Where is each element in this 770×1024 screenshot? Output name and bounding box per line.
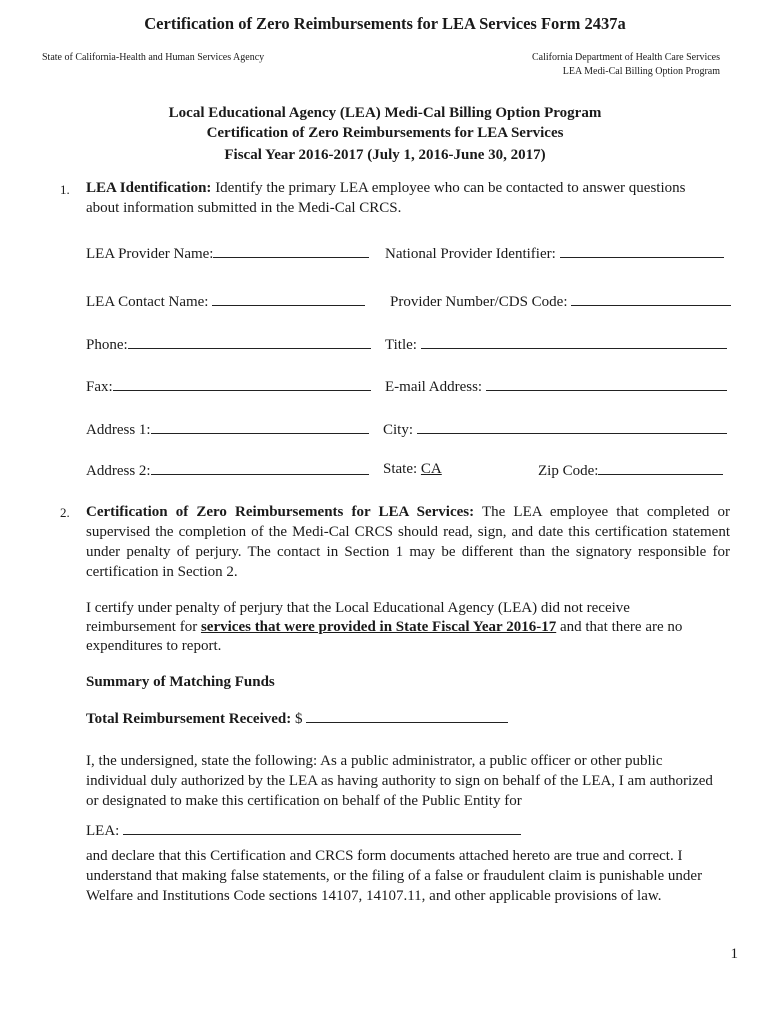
section2-heading: Certification of Zero Reimbursements for LEA Services: <box>86 504 475 520</box>
npi-line[interactable] <box>560 244 724 258</box>
agency-right-1: California Department of Health Care Services <box>532 52 720 63</box>
fax-line[interactable] <box>113 377 371 391</box>
city-field[interactable] <box>383 420 727 439</box>
section2-paragraph-1 <box>86 502 730 582</box>
title-label: Title: <box>385 337 417 353</box>
lea-contact-name-field[interactable] <box>86 292 365 311</box>
doc-title-2: Certification of Zero Reimbursements for LEA Services <box>206 125 564 141</box>
currency-symbol: $ <box>295 711 303 727</box>
lea-contact-name-line[interactable] <box>212 292 365 306</box>
agency-right-2: LEA Medi-Cal Billing Option Program <box>562 66 720 77</box>
doc-title-1: Local Educational Agency (LEA) Medi-Cal Billing Option Program <box>168 105 602 121</box>
lea-provider-name-line[interactable] <box>213 244 369 258</box>
npi-label: National Provider Identifier: <box>385 246 556 262</box>
section1-intro-rest: Identify the primary LEA employee who can be contacted to answer questions <box>215 180 686 196</box>
section2-paragraph-4 <box>86 846 730 906</box>
section2-p4-line1: and declare that this Certification and CRCS form documents attached hereto are true and correct. I <box>86 848 683 864</box>
lea-contact-name-label: LEA Contact Name: <box>86 294 209 310</box>
total-reimbursement-line[interactable] <box>306 709 508 723</box>
title-field[interactable] <box>385 335 727 354</box>
section2-p1-line2: supervised the completion of the Medi-Cal CRCS should read, sign, and date this certification statement <box>86 524 730 540</box>
section2-p1-line3: under penalty of perjury. The contact in Section 1 may be different than the signatory responsible for <box>86 544 730 560</box>
section2-p3-line3: or designated to make this certification on behalf of the Public Entity for <box>86 793 522 809</box>
agency-left: State of California-Health and Human Services Agency <box>42 52 265 63</box>
phone-label: Phone: <box>86 337 128 353</box>
lea-provider-name-label: LEA Provider Name: <box>86 246 214 262</box>
email-field[interactable] <box>385 377 727 396</box>
email-line[interactable] <box>486 377 727 391</box>
zip-label: Zip Code: <box>538 463 599 479</box>
address1-line[interactable] <box>151 420 369 434</box>
fax-field[interactable] <box>86 377 371 396</box>
section1-intro-line2: about information submitted in the Medi-Cal CRCS. <box>86 200 402 216</box>
form-title: Certification of Zero Reimbursements for LEA Services Form 2437a <box>144 14 626 33</box>
email-label: E-mail Address: <box>385 379 483 395</box>
address2-label: Address 2: <box>86 463 151 479</box>
address1-field[interactable] <box>86 420 369 439</box>
section2-p2-line1: I certify under penalty of perjury that the Local Educational Agency (LEA) did not receive <box>86 600 630 616</box>
address1-label: Address 1: <box>86 422 151 438</box>
doc-title-3: Fiscal Year 2016-2017 (July 1, 2016-June 30, 2017) <box>224 147 546 163</box>
section2-p1-line1: The LEA employee that completed or <box>481 504 731 520</box>
section1-heading: LEA Identification: <box>86 180 212 196</box>
fax-label: Fax: <box>86 379 113 395</box>
section2-p1-line4: certification in Section 2. <box>86 564 238 580</box>
section2-p3-line2: individual duly authorized by the LEA as having authority to sign on behalf of the LEA, I am authorized <box>86 773 713 789</box>
lea-label: LEA: <box>86 823 120 839</box>
fiscal-year-emphasis: services that were provided in State Fiscal Year 2016-17 <box>200 619 557 635</box>
phone-line[interactable] <box>128 335 371 349</box>
lea-field[interactable] <box>86 821 521 840</box>
city-line[interactable] <box>417 420 727 434</box>
lea-provider-name-field[interactable] <box>86 244 369 263</box>
lea-line[interactable] <box>123 821 521 835</box>
summary-heading: Summary of Matching Funds <box>86 674 275 690</box>
page-number: 1 <box>730 946 738 962</box>
section1-intro <box>86 180 685 197</box>
section2-paragraph-2 <box>86 599 730 656</box>
address2-field[interactable] <box>86 461 369 480</box>
provider-number-label: Provider Number/CDS Code: <box>390 294 568 310</box>
state-label: State: <box>383 461 418 477</box>
total-reimbursement-field[interactable] <box>86 709 508 728</box>
provider-number-line[interactable] <box>571 292 731 306</box>
section2-p2-line3: expenditures to report. <box>86 638 222 654</box>
section2-paragraph-3 <box>86 751 730 811</box>
zip-line[interactable] <box>598 461 723 475</box>
state-field[interactable] <box>383 461 442 478</box>
section2-p4-line3: Welfare and Institutions Code sections 14107, 14107.11, and other applicable provisions of law. <box>86 888 662 904</box>
phone-field[interactable] <box>86 335 371 354</box>
section2-number: 2. <box>60 505 70 520</box>
address2-line[interactable] <box>151 461 369 475</box>
section2-p3-line1: I, the undersigned, state the following: As a public administrator, a public officer or other public <box>86 753 663 769</box>
section2-p2-line2: reimbursement for services that were provided in State Fiscal Year 2016-17 and that there are no <box>86 619 683 635</box>
section1-number: 1. <box>60 182 70 197</box>
section2-p4-line2: understand that making false statements, or the filing of a false or fraudulent claim is punishable under <box>86 868 703 884</box>
title-line[interactable] <box>421 335 727 349</box>
city-label: City: <box>383 422 414 438</box>
state-value[interactable]: CA <box>420 461 442 477</box>
provider-number-field[interactable] <box>390 292 731 311</box>
npi-field[interactable] <box>385 244 724 263</box>
total-reimbursement-label: Total Reimbursement Received: <box>86 711 292 727</box>
zip-field[interactable] <box>538 461 723 480</box>
